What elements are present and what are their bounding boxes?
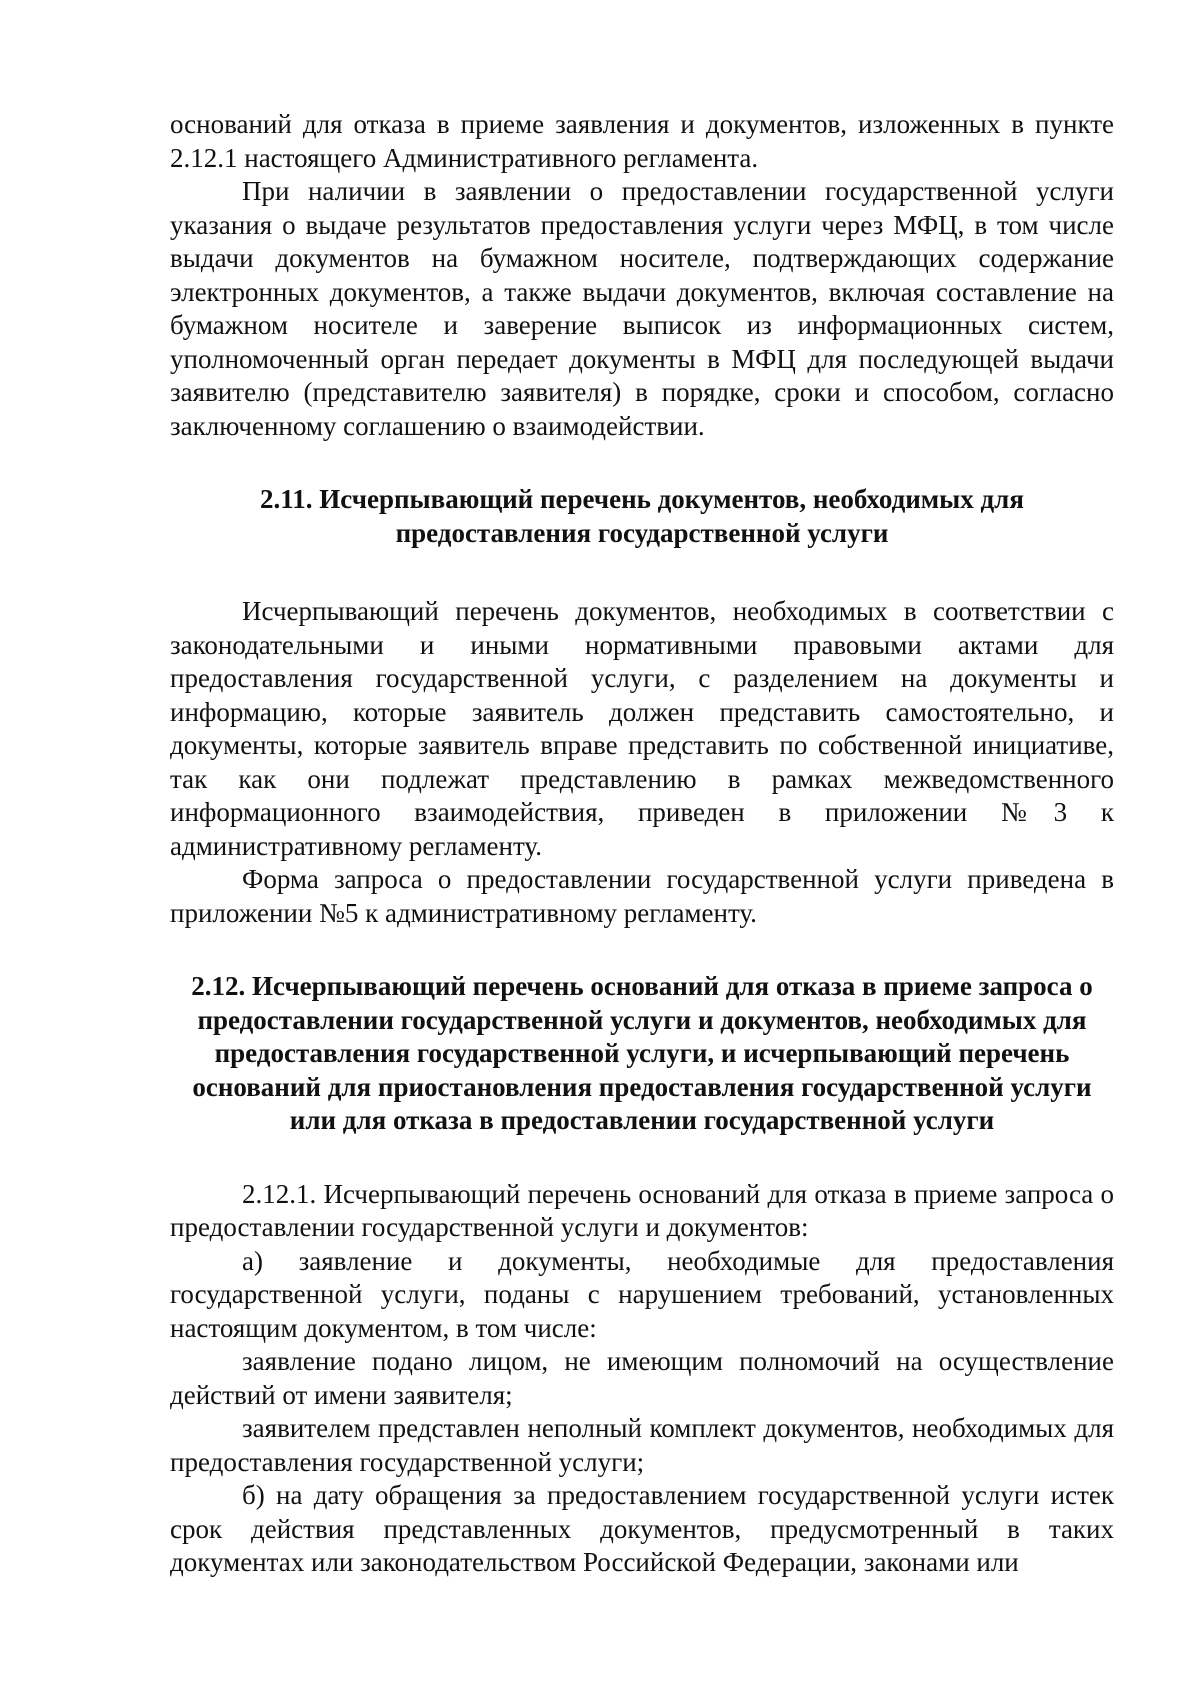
section-heading-2-12: 2.12. Исчерпывающий перечень оснований для отказа в приеме запроса о предоставлении государственной услуги и документов, необходимых для предоставления государственной услуги, и исчерпывающий перечень оснований для приостановления предоставления государственной услуги или для отказа в предоставлении государственной услуги [191,971,1093,1135]
document-body [170,108,1114,1580]
paragraph-continuation: оснований для отказа в приеме заявления и документов, изложенных в пункте 2.12.1 настоящего Административного регламента. [170,109,1114,173]
list-item-no-authority: заявление подано лицом, не имеющим полномочий на осуществление действий от имени заявителя; [170,1346,1114,1410]
paragraph-documents-list: Исчерпывающий перечень документов, необходимых в соответствии с законодательными и иными нормативными правовыми актами для предоставления государственной услуги, с разделением на документы и информацию, которые заявитель должен представить самостоятельно, и документы, которые заявитель вправе представить по собственной инициативе, так как они подлежат представлению в рамках межведомственного информационного взаимодействия, приведен в приложении №3 к административному регламенту. [170,596,1114,861]
list-item-a: а) заявление и документы, необходимые для предоставления государственной услуги, поданы с нарушением требований, установленных настоящим документом, в том числе: [170,1245,1114,1343]
paragraph-mfc-issuance: При наличии в заявлении о предоставлении государственной услуги указания о выдаче результатов предоставления услуги через МФЦ, в том числе выдачи документов на бумажном носителе, подтверждающих содержание электронных документов, а также выдачи документов, включая составление на бумажном носителе и заверение выписок из информационных систем, уполномоченный орган передает документы в МФЦ для последующей выдачи заявителю (представителю заявителя) в порядке, сроки и способом, согласно заключенному соглашению о взаимодействии. [170,176,1114,441]
section-heading-2-11: 2.11. Исчерпывающий перечень документов, необходимых для предоставления государственной услуги [260,484,1024,548]
paragraph-request-form: Форма запроса о предоставлении государственной услуги приведена в приложении №5 к административному регламенту. [170,864,1114,928]
paragraph-2-12-1: 2.12.1. Исчерпывающий перечень оснований для отказа в приеме запроса о предоставлении государственной услуги и документов: [170,1178,1114,1242]
list-item-b: б) на дату обращения за предоставлением государственной услуги истек срок действия представленных документов, предусмотренный в таких документах или законодательством Российской Федерации, законами или [170,1480,1114,1577]
list-item-incomplete-set: заявителем представлен неполный комплект документов, необходимых для предоставления государственной услуги; [170,1413,1114,1477]
